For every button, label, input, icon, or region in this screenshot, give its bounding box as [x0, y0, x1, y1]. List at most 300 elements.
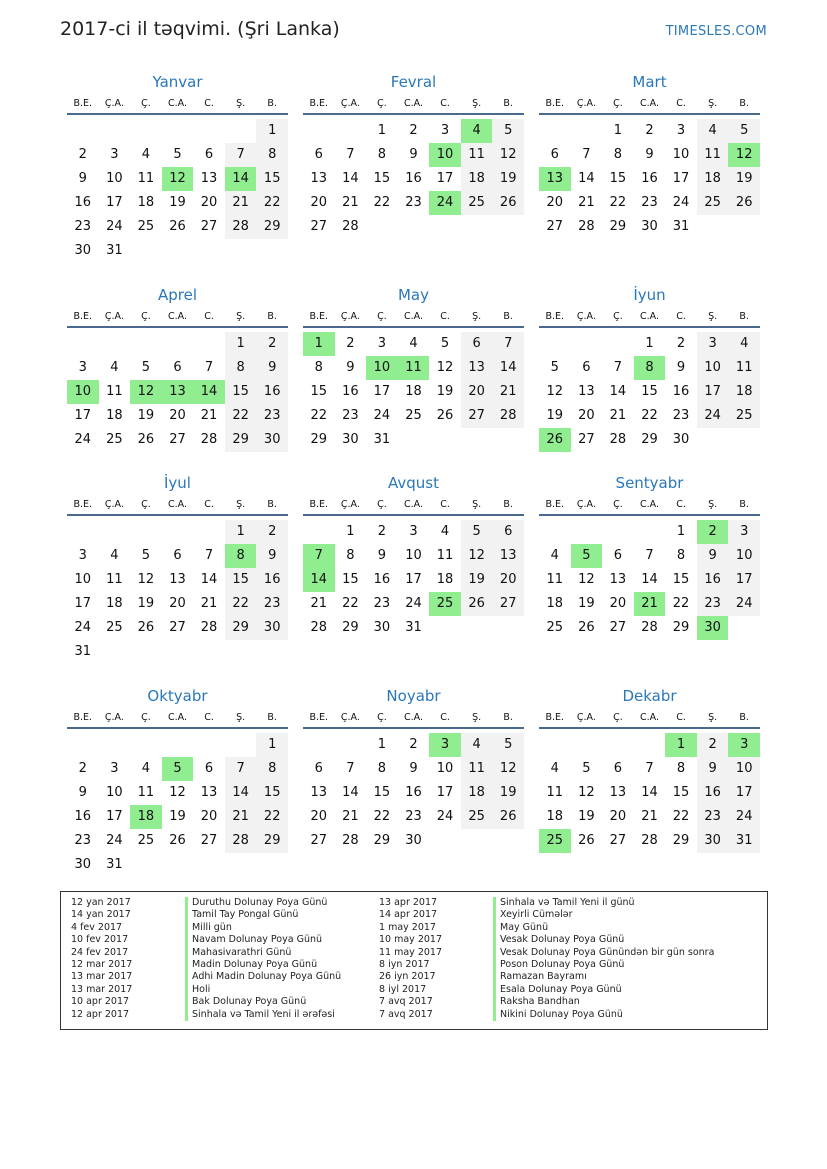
weekday-label: C.	[204, 311, 214, 322]
day-cell: 21	[609, 408, 627, 423]
weekday-label: Ç.A.	[340, 98, 360, 109]
day-cell: 14	[342, 171, 359, 186]
holiday-day-cell: 1	[665, 733, 697, 757]
day-grid	[303, 729, 524, 873]
day-cell: 17	[697, 380, 729, 404]
day-cell: 24	[672, 195, 690, 210]
weekday-label: C.A.	[167, 712, 187, 723]
day-cell: 6	[173, 548, 182, 563]
day-cell: 16	[405, 171, 422, 186]
legend-holiday-name: Duruthu Dolunay Poya Günü	[185, 897, 327, 909]
day-cell: 21	[342, 195, 359, 210]
day-cell: 19	[461, 568, 493, 592]
holiday-day-cell: 12	[130, 380, 162, 404]
month-name: Dekabr	[622, 687, 677, 705]
day-cell: 20	[310, 195, 328, 210]
day-cell: 15	[256, 781, 288, 805]
legend-date: 12 apr 2017	[71, 1008, 130, 1020]
month-block	[539, 71, 760, 259]
day-cell: 15	[672, 785, 690, 800]
weekday-label: Ç.	[613, 311, 623, 322]
day-cell: 20	[200, 195, 218, 210]
legend-date: 10 apr 2017	[71, 996, 130, 1008]
day-grid	[303, 516, 524, 660]
day-cell: 10	[106, 171, 123, 186]
day-grid	[539, 115, 760, 259]
day-cell: 15	[641, 384, 658, 399]
day-cell: 27	[492, 592, 524, 616]
legend-holiday-name: Navam Dolunay Poya Günü	[185, 934, 322, 946]
day-cell: 14	[641, 785, 658, 800]
day-cell: 30	[256, 428, 288, 452]
day-cell: 26	[436, 408, 454, 423]
day-cell: 1	[613, 123, 623, 138]
day-cell: 13	[461, 356, 493, 380]
day-cell: 12	[492, 757, 524, 781]
weekday-label: C.	[440, 98, 450, 109]
holiday-day-cell: 11	[398, 356, 430, 380]
weekday-label: C.	[204, 712, 214, 723]
day-cell: 11	[546, 785, 564, 800]
day-cell: 2	[377, 524, 387, 539]
legend-date: 8 iyl 2017	[379, 983, 427, 995]
weekday-label: B.	[503, 712, 513, 723]
day-cell: 27	[169, 620, 186, 635]
holiday-day-cell: 25	[429, 592, 461, 616]
day-cell: 28	[310, 620, 328, 635]
day-cell: 16	[405, 785, 422, 800]
day-cell: 9	[78, 171, 87, 186]
day-cell: 18	[405, 384, 422, 399]
day-cell: 12	[578, 572, 595, 587]
day-grid	[539, 328, 760, 472]
month-name: Mart	[632, 73, 667, 91]
holiday-day-cell: 10	[366, 356, 398, 380]
day-cell: 4	[728, 332, 760, 356]
day-cell: 24	[74, 620, 92, 635]
day-cell: 22	[609, 195, 627, 210]
day-cell: 26	[578, 620, 595, 635]
day-cell: 29	[373, 833, 391, 848]
day-cell: 9	[256, 544, 288, 568]
month-name: Aprel	[157, 286, 198, 304]
day-cell: 6	[550, 147, 559, 162]
day-cell: 14	[641, 572, 658, 587]
day-grid	[67, 115, 288, 259]
day-cell: 3	[377, 336, 387, 351]
day-cell: 16	[256, 568, 288, 592]
day-cell: 7	[225, 143, 257, 167]
day-cell: 17	[106, 809, 123, 824]
weekday-label: B.	[739, 712, 749, 723]
day-cell: 18	[461, 167, 493, 191]
day-cell: 5	[492, 733, 524, 757]
legend-holiday-name: Madin Dolunay Poya Günü	[185, 959, 317, 971]
legend-date: 11 may 2017	[379, 946, 443, 958]
weekday-label: Ş.	[472, 311, 482, 322]
day-cell: 24	[106, 833, 123, 848]
legend-date: 14 apr 2017	[379, 909, 438, 921]
day-cell: 10	[74, 572, 92, 587]
day-cell: 4	[461, 733, 493, 757]
legend-holiday-name: Bak Dolunay Poya Günü	[185, 996, 306, 1008]
day-cell: 17	[728, 568, 760, 592]
weekday-label: C.A.	[639, 712, 659, 723]
day-cell: 18	[106, 408, 123, 423]
day-cell: 26	[578, 833, 595, 848]
holiday-day-cell: 30	[697, 616, 729, 640]
day-grid	[67, 729, 288, 873]
weekday-label: B.	[267, 499, 277, 510]
day-cell: 14	[342, 785, 359, 800]
day-cell: 23	[256, 592, 288, 616]
weekday-label: B.E.	[73, 712, 93, 723]
weekday-label: B.E.	[309, 98, 329, 109]
day-cell: 14	[492, 356, 524, 380]
day-cell: 30	[74, 857, 92, 872]
weekday-label: B.	[739, 311, 749, 322]
day-cell: 20	[169, 408, 186, 423]
day-cell: 19	[169, 195, 186, 210]
weekday-label: C.A.	[639, 499, 659, 510]
legend-date: 1 may 2017	[379, 921, 436, 933]
day-cell: 3	[78, 548, 87, 563]
weekday-label: Ç.	[613, 98, 623, 109]
day-cell: 6	[582, 360, 591, 375]
legend-date: 7 avq 2017	[379, 1008, 433, 1020]
month-name: İyun	[633, 286, 666, 304]
day-cell: 20	[609, 809, 627, 824]
legend-date: 10 fev 2017	[71, 934, 129, 946]
legend-date: 26 iyn 2017	[379, 971, 436, 983]
legend-holiday-name: Ramazan Bayramı	[493, 971, 587, 983]
weekday-label: B.E.	[73, 311, 93, 322]
day-cell: 11	[137, 171, 155, 186]
day-cell: 19	[578, 596, 595, 611]
day-cell: 15	[310, 384, 328, 399]
day-cell: 1	[676, 524, 686, 539]
day-cell: 6	[613, 548, 623, 563]
day-cell: 3	[697, 332, 729, 356]
weekday-label: Ş.	[708, 98, 718, 109]
day-cell: 17	[436, 171, 454, 186]
day-grid	[303, 115, 524, 259]
weekday-label: C.A.	[403, 311, 423, 322]
day-cell: 12	[492, 143, 524, 167]
weekday-label: C.A.	[167, 311, 187, 322]
day-cell: 13	[200, 785, 218, 800]
holiday-day-cell: 25	[539, 829, 571, 853]
weekday-header	[539, 494, 760, 516]
day-cell: 26	[492, 191, 524, 215]
weekday-label: C.A.	[167, 98, 187, 109]
day-cell: 5	[492, 119, 524, 143]
day-grid	[539, 729, 760, 873]
day-cell: 9	[256, 356, 288, 380]
month-block	[67, 71, 288, 259]
day-cell: 25	[405, 408, 422, 423]
day-cell: 5	[440, 336, 450, 351]
holiday-day-cell: 7	[303, 544, 335, 568]
holiday-day-cell: 14	[193, 380, 225, 404]
day-cell: 10	[436, 761, 454, 776]
day-cell: 6	[314, 147, 323, 162]
day-cell: 20	[578, 408, 595, 423]
day-cell: 10	[405, 548, 422, 563]
weekday-label: Ç.	[377, 311, 387, 322]
holiday-legend	[60, 891, 768, 1030]
day-cell: 24	[697, 404, 729, 428]
day-cell: 4	[440, 524, 450, 539]
weekday-label: B.E.	[309, 499, 329, 510]
day-cell: 16	[74, 809, 92, 824]
day-cell: 18	[436, 572, 454, 587]
day-cell: 26	[137, 620, 155, 635]
day-cell: 24	[373, 408, 391, 423]
day-cell: 22	[641, 408, 658, 423]
weekday-header	[539, 306, 760, 328]
day-cell: 8	[613, 147, 623, 162]
day-cell: 3	[676, 123, 686, 138]
weekday-label: C.A.	[639, 311, 659, 322]
day-cell: 30	[373, 620, 391, 635]
day-grid	[67, 516, 288, 660]
day-cell: 5	[141, 548, 151, 563]
day-cell: 26	[169, 833, 186, 848]
day-cell: 27	[310, 219, 328, 234]
month-name: May	[397, 286, 429, 304]
holiday-day-cell: 10	[67, 380, 99, 404]
legend-holiday-name: May Günü	[493, 922, 548, 934]
legend-date: 24 fev 2017	[71, 946, 129, 958]
weekday-label: C.	[676, 499, 686, 510]
legend-holiday-name: Milli gün	[185, 922, 232, 934]
legend-holiday-name: Mahasivarathri Günü	[185, 947, 291, 959]
day-cell: 2	[409, 123, 418, 138]
day-cell: 15	[256, 167, 288, 191]
day-cell: 11	[106, 384, 123, 399]
legend-holiday-name: Sinhala və Tamil Yeni il ərəfəsi	[185, 1009, 335, 1021]
weekday-label: Ç.A.	[104, 499, 124, 510]
day-cell: 29	[225, 428, 257, 452]
weekday-label: B.E.	[309, 311, 329, 322]
day-cell: 12	[578, 785, 595, 800]
day-cell: 25	[137, 219, 155, 234]
day-grid	[303, 328, 524, 472]
day-cell: 29	[641, 432, 658, 447]
day-cell: 16	[641, 171, 658, 186]
day-cell: 27	[609, 620, 627, 635]
day-cell: 31	[405, 620, 422, 635]
weekday-label: B.E.	[545, 311, 565, 322]
day-cell: 5	[173, 147, 182, 162]
month-block	[539, 472, 760, 660]
day-cell: 23	[641, 195, 658, 210]
month-name: Yanvar	[152, 73, 203, 91]
day-cell: 22	[310, 408, 328, 423]
legend-holiday-name: Xeyirli Cümələr	[493, 909, 573, 921]
holiday-day-cell: 10	[429, 143, 461, 167]
day-cell: 2	[78, 761, 87, 776]
day-cell: 15	[672, 572, 690, 587]
day-cell: 28	[492, 404, 524, 428]
day-cell: 10	[728, 757, 760, 781]
day-cell: 4	[550, 548, 559, 563]
day-cell: 20	[546, 195, 564, 210]
weekday-label: Ç.	[613, 712, 623, 723]
day-cell: 11	[436, 548, 454, 563]
day-cell: 13	[169, 572, 186, 587]
day-cell: 12	[436, 360, 454, 375]
holiday-day-cell: 8	[634, 356, 666, 380]
legend-holiday-name: Nikini Dolunay Poya Günü	[493, 1009, 623, 1021]
holiday-day-cell: 4	[461, 119, 493, 143]
legend-date: 13 mar 2017	[71, 971, 133, 983]
weekday-header	[303, 707, 524, 729]
day-cell: 5	[461, 520, 493, 544]
day-cell: 19	[728, 167, 760, 191]
day-cell: 7	[225, 757, 257, 781]
holiday-day-cell: 12	[728, 143, 760, 167]
day-cell: 15	[225, 568, 257, 592]
day-cell: 17	[106, 195, 123, 210]
weekday-label: C.	[440, 499, 450, 510]
weekday-header	[303, 93, 524, 115]
day-cell: 1	[377, 123, 387, 138]
day-cell: 22	[256, 191, 288, 215]
weekday-label: Ç.	[613, 499, 623, 510]
page-title: 2017-ci il təqvimi. (Şri Lanka)	[60, 18, 340, 40]
weekday-label: C.	[676, 712, 686, 723]
legend-holiday-name: Poson Dolunay Poya Günü	[493, 959, 624, 971]
day-cell: 25	[461, 805, 493, 829]
day-cell: 21	[342, 809, 359, 824]
day-cell: 8	[377, 761, 387, 776]
month-block	[67, 284, 288, 472]
day-cell: 28	[225, 829, 257, 853]
day-cell: 1	[346, 524, 355, 539]
day-cell: 7	[645, 548, 654, 563]
month-block	[303, 284, 524, 472]
weekday-label: Ş.	[708, 712, 718, 723]
day-cell: 19	[436, 384, 454, 399]
day-cell: 25	[546, 620, 564, 635]
month-name: Avqust	[388, 474, 439, 492]
weekday-label: C.	[440, 311, 450, 322]
day-cell: 23	[74, 833, 92, 848]
holiday-day-cell: 14	[225, 167, 257, 191]
day-cell: 6	[314, 761, 323, 776]
day-cell: 24	[728, 592, 760, 616]
day-cell: 8	[225, 356, 257, 380]
day-cell: 6	[461, 332, 493, 356]
weekday-header	[67, 494, 288, 516]
weekday-label: Ş.	[236, 311, 246, 322]
day-cell: 7	[492, 332, 524, 356]
weekday-header	[67, 306, 288, 328]
weekday-label: C.A.	[167, 499, 187, 510]
day-cell: 21	[492, 380, 524, 404]
weekday-label: Ç.	[141, 311, 151, 322]
day-cell: 29	[256, 829, 288, 853]
day-cell: 6	[492, 520, 524, 544]
day-cell: 22	[672, 596, 690, 611]
day-cell: 25	[106, 620, 123, 635]
day-cell: 15	[225, 380, 257, 404]
day-cell: 24	[405, 596, 422, 611]
day-cell: 29	[672, 833, 690, 848]
weekday-label: C.	[204, 499, 214, 510]
day-cell: 20	[169, 596, 186, 611]
day-cell: 23	[405, 195, 422, 210]
day-cell: 8	[256, 143, 288, 167]
day-cell: 28	[342, 833, 359, 848]
holiday-day-cell: 13	[539, 167, 571, 191]
day-cell: 2	[645, 123, 654, 138]
day-cell: 17	[728, 781, 760, 805]
day-cell: 9	[78, 785, 87, 800]
holiday-day-cell: 14	[303, 568, 335, 592]
day-cell: 31	[728, 829, 760, 853]
legend-date: 12 mar 2017	[71, 958, 133, 970]
weekday-label: Ç.	[141, 98, 151, 109]
weekday-label: Ç.A.	[104, 311, 124, 322]
weekday-label: Ç.A.	[576, 499, 596, 510]
day-cell: 20	[200, 809, 218, 824]
weekday-label: C.	[440, 712, 450, 723]
day-cell: 1	[256, 733, 288, 757]
day-cell: 21	[225, 805, 257, 829]
weekday-label: Ç.A.	[104, 712, 124, 723]
day-cell: 22	[225, 592, 257, 616]
brand-link[interactable]: TIMESLES.COM	[665, 24, 767, 39]
weekday-header	[303, 306, 524, 328]
day-cell: 17	[405, 572, 422, 587]
day-cell: 22	[225, 404, 257, 428]
day-cell: 12	[137, 572, 155, 587]
day-cell: 3	[110, 761, 119, 776]
day-cell: 4	[141, 761, 151, 776]
day-cell: 4	[550, 761, 559, 776]
day-cell: 31	[106, 243, 123, 258]
weekday-label: B.	[503, 98, 513, 109]
legend-holiday-name: Adhi Madin Dolunay Poya Günü	[185, 971, 341, 983]
day-cell: 24	[106, 219, 123, 234]
day-cell: 3	[110, 147, 119, 162]
day-cell: 11	[461, 143, 493, 167]
day-cell: 18	[546, 809, 564, 824]
day-cell: 13	[492, 544, 524, 568]
holiday-day-cell: 3	[728, 733, 760, 757]
day-cell: 3	[409, 524, 418, 539]
holiday-day-cell: 21	[634, 592, 666, 616]
day-cell: 29	[609, 219, 627, 234]
day-cell: 23	[373, 596, 391, 611]
day-cell: 30	[342, 432, 359, 447]
weekday-label: Ş.	[708, 311, 718, 322]
legend-holiday-name: Esala Dolunay Poya Günü	[493, 984, 622, 996]
legend-date: 10 may 2017	[379, 934, 443, 946]
day-cell: 4	[141, 147, 151, 162]
day-cell: 27	[200, 219, 218, 234]
day-cell: 9	[409, 147, 418, 162]
day-cell: 11	[728, 356, 760, 380]
weekday-label: Ç.A.	[576, 712, 596, 723]
day-cell: 2	[697, 733, 729, 757]
month-block	[539, 685, 760, 873]
weekday-label: Ç.A.	[340, 311, 360, 322]
day-cell: 16	[373, 572, 391, 587]
